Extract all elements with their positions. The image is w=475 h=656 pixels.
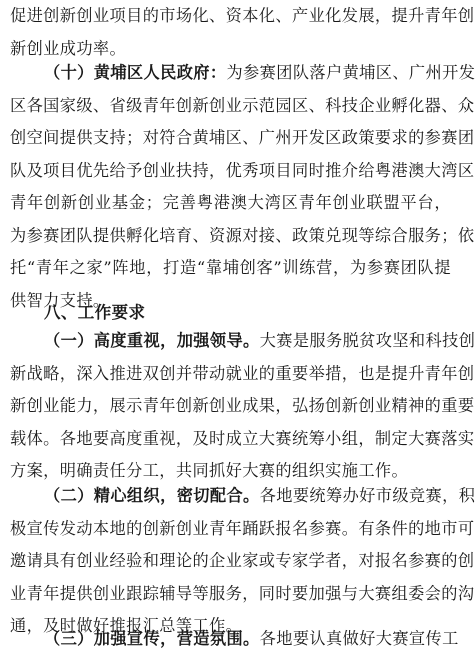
text-line: 通，及时做好推报汇总等工作。 bbox=[10, 616, 243, 635]
text-line: 促进创新创业项目的市场化、资本化、产业化发展，提升青年创 bbox=[10, 6, 475, 25]
paragraph-lead: （十）黄埔区人民政府： bbox=[44, 63, 227, 82]
text-line: 邀请具有创业经验和理论的企业家或专家学者，对报名参赛的创 bbox=[10, 551, 475, 570]
paragraph-lead-rest: 各地要统筹办好市级竞赛，积 bbox=[259, 486, 475, 505]
text-line: 为参赛团队提供孵化培育、资源对接、政策兑现等综合服务；依 bbox=[10, 225, 475, 245]
paragraph-first-line bbox=[10, 325, 475, 358]
text-line: 青年创新创业基金；完善粤港澳大湾区青年创业联盟平台， bbox=[10, 193, 451, 212]
text-line: 供智力支持。 bbox=[10, 290, 110, 310]
paragraph-3 bbox=[10, 623, 459, 656]
text-line: 队及项目优先给予创业扶持，优秀项目同时推介给粤港澳大湾区 bbox=[10, 160, 475, 180]
paragraph-huangpu bbox=[10, 57, 475, 317]
text-line: 方案，明确责任分工，共同抓好大赛的组织实施工作。 bbox=[10, 461, 409, 480]
text-line: 创空间提供支持；对符合黄埔区、广州开发区政策要求的参赛团 bbox=[10, 128, 475, 147]
paragraph-lead-rest: 各地要认真做好大赛宣传工 bbox=[259, 629, 459, 648]
paragraph-continued bbox=[10, 0, 475, 65]
text-line: 区各国家级、省级青年创新创业示范园区、科技企业孵化器、众 bbox=[10, 95, 475, 115]
text-line: 托“青年之家”阵地，打造“靠埔创客”训练营，为参赛团队提 bbox=[10, 258, 451, 277]
text-line: 业青年提供创业跟踪辅导等服务，同时要加强与大赛组委会的沟 bbox=[10, 583, 475, 603]
text-line: 新创业成功率。 bbox=[10, 38, 127, 58]
paragraph-lead: （一）高度重视，加强领导。 bbox=[44, 331, 260, 350]
paragraph-1 bbox=[10, 325, 475, 488]
text-line: 载体。各地要高度重视，及时成立大赛统筹小组，制定大赛落实 bbox=[10, 428, 475, 448]
paragraph-2 bbox=[10, 480, 475, 643]
paragraph-first-line bbox=[10, 623, 459, 656]
text-line: 新战略，深入推进双创并带动就业的重要举措，也是提升青年创 bbox=[10, 363, 475, 383]
paragraph-first-line bbox=[10, 57, 475, 90]
text-line: 新创业能力，展示青年创新创业成果，弘扬创新创业精神的重要 bbox=[10, 396, 475, 415]
paragraph-lead-rest: 大赛是服务脱贫攻坚和科技创 bbox=[259, 331, 475, 350]
section-heading: 八、工作要求 bbox=[44, 303, 146, 322]
paragraph-lead: （二）精心组织，密切配合。 bbox=[44, 486, 260, 505]
paragraph-first-line bbox=[10, 480, 475, 513]
paragraph-lead: （三）加强宣传，营造氛围。 bbox=[44, 629, 260, 648]
paragraph-lead-rest: 为参赛团队落户黄埔区、广州开发 bbox=[226, 63, 475, 82]
text-line: 极宣传发动本地的创新创业青年踊跃报名参赛。有条件的地市可 bbox=[10, 518, 475, 538]
